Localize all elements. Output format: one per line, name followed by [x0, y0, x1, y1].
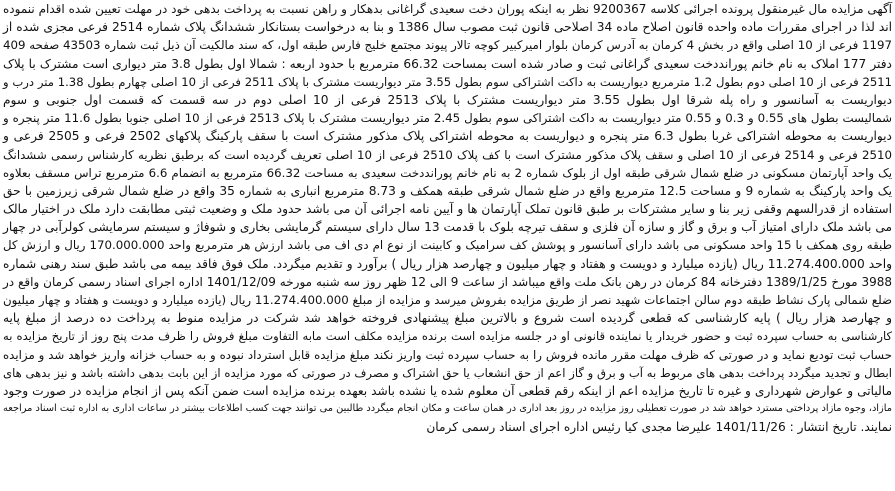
notice-line-20: حساب ثبت تودیع نماید و در صورتی که ظرف مهلت مقرر مانده فروش را به حساب سپرده ثبت واریز نکند مبلغ مزایده قابل استرداد نبوده و به حساب خزانه واریز خواهد شد و مزایده: [3, 347, 892, 362]
notice-line-23: مازاد، وجوه مازاد پرداختی مسترد خواهد شد در صورت تعطیلی روز مزایده در روز بعد اداری در همان ساعت و مکان انجام میگردد طالبین می توانند جهت کسب اطلاعات بیشتر در ساعات اداری به اداره ثبت اسناد مراجعه: [3, 403, 892, 415]
notice-line-7: شمالیست بطول های 0.55 و 0.3 و 0.55 متر دیواریست به داکت اشتراکی سوم بطول 2.45 متر دیواریست مشترک با پلاک 2513 فرعی از 10 اصلی جنوبا بطول 11.6 متر پنجره و: [3, 111, 893, 126]
notice-line-16: 3988 مورخ 1389/1/25 دفترخانه 84 کرمان در رهن بانک ملت واقع میباشد از ساعت 9 الی 12 ظهر روز سه شنبه مورخه 1401/12/09 اداره اجرای اسناد رسمی کرمان واقع در: [3, 274, 892, 289]
notice-line-13: می باشد ملک دارای امتیاز آب و برق و گاز و سازه آن فلزی و سقف تیرچه بلوک با قدمت 13 سال دارای سیستم گرمایشی بخاری و شوفاژ و سیستم سرمایشی کولرآبی در چهار: [3, 220, 893, 235]
notice-line-10: یک واحد آپارتمان مسکونی در ضلع شمال شرقی طبقه اول از بلوک شماره 2 به نام خانم پورانددخت سعیدی به مساحت 66.32 مترمربع به انضمام 6.6 مترمربع تراس مسقف بعلاوه: [3, 165, 892, 180]
notice-line-21: ابطال و تجدید میگردد پرداخت بدهی های مربوط به آب و برق و گاز اعم از حق انشعاب یا حق اشتراک و مصرف در صورتی که مورد مزایده از این بابت بدهی داشته باشد و نیز بدهی های: [3, 365, 892, 380]
notice-line-22: مالیاتی و عوارض شهرداری و غیره تا تاریخ مزایده اعم از اینکه رقم قطعی آن معلوم شده یا نشده باشد بعهده برنده مزایده است ضمن آنکه پس از انجام مزایده در صورت وجود: [3, 383, 892, 398]
publish-label: نمایند. تاریخ انتشار :: [789, 420, 892, 435]
notice-line-11: یک واحد پارکینگ به شماره 9 و مساحت 12.5 مترمربع واقع در ضلع شمال شرقی طبقه همکف و 8.73 مترمربع انباری به شماره 35 واقع در ضلع شمال شرقی زیرزمین با حق: [3, 183, 892, 198]
notice-line-2: اند لذا در اجرای مقررات ماده واحده قانون اصلاح ماده 34 اصلاحی قانون ثبت مصوب سال 1386 و بنا به درخواست بستانکار ششدانگ پلاک شماره 2514 فرعی مجزی شده از: [3, 20, 893, 35]
signature: علیرضا مجدی کیا رئیس اداره اجرای اسناد رسمی کرمان: [426, 420, 712, 435]
notice-line-17: ضلع شمالی پارک نشاط طبقه دوم سالن اجتماعات شهید نصر از طریق مزایده بفروش میرسد و مزایده از مبلغ 11.274.400.000 ریال (یازده میلیارد و دویست و هفتاد و چهار میلیون: [3, 293, 892, 307]
notice-line-12: استفاده از قدرالسهم وقفی زیر بنا و سایر مشترکات بر طبق قانون تملک آپارتمان ها و آیین نامه اجرائی آن می باشد حدود ملک و وضعیت ثبتی مطابقت دارد ملک در اختیار مالک: [3, 202, 892, 217]
notice-line-4: دفتر 177 املاک به نام خانم پورانددخت سعیدی گراغانی ثبت و صادر شده است بمساحت 66.32 مترمربع با حدود اربعه : شمالا اول بطول 3.8 متر دیواری است مشترک با پلاک: [3, 56, 892, 71]
notice-line-18: و چهارصد هزار ریال ) پایه کارشناسی که قطعی گردیده است شروع و بالاترین مبلغ پیشنهادی فروخته خواهد شد شرکت در مزایده منوط به پرداخت ده درصد از مبلغ پایه: [3, 311, 892, 326]
notice-line-9: 2510 فرعی و 2514 فرعی از 10 اصلی و سقف پلاک مذکور مشترک است با کف پلاک 2510 فرعی از 10 اصلی تعریف گردیده است که برطبق نظریه کارشناس رسمی ششدانگ: [3, 147, 892, 162]
notice-line-8: دیواریست به محوطه اشتراکی غربا بطول 6.3 متر پنجره و دیواریست به محوطه اشتراکی پلاک مذکور مشترک است با سقف پارکینگ پلاکهای 2502 فرعی و 2505 فرعی و: [3, 129, 892, 144]
publish-date: 1401/11/26: [715, 420, 786, 435]
notice-line-1: آگهی مزایده مال غیرمنقول پرونده اجرائی کلاسه 9200367 نظر به اینکه پوران دخت سعیدی گراغانی بدهکار و راهن نسبت به پرداخت بدهی خود در مهلت تعیین شده اقدام ننموده: [3, 2, 892, 16]
notice-line-14: طبقه روی همکف با 15 واحد مسکونی می باشد دارای آسانسور و پوشش کف سرامیک و کابینت از نوع ام دی اف می باشد ارزش هر مترمربع واحد 170.000.000 ریال و ارزش کل: [3, 238, 892, 253]
notice-line-5: 2511 فرعی از 10 اصلی دوم بطول 1.2 مترمربع دیواریست به داکت اشتراکی سوم بطول 3.55 متر دیواریست مشترک با پلاک 2511 فرعی از 10 اصلی چهارم بطول 1.38 متر درب و: [3, 74, 892, 89]
notice-line-19: کارشناسی به حساب سپرده ثبت و حضور خریدار یا نماینده قانونی او در جلسه مزایده است برنده مزایده مکلف است مابه التفاوت مبلغ فروش را ظرف مدت پنج روز از تاریخ مزایده به: [3, 329, 892, 344]
signature-line: [3, 418, 892, 436]
notice-line-15: واحد 11.274.400.000 ریال (یازده میلیارد و دویست و هفتاد و چهار میلیون و چهارصد هزار ریال ) برآورد و تقدیم میگردد. ملک فوق فاقد بیمه می باشد طبق سند رهنی شماره: [3, 256, 892, 271]
notice-line-6: دیواریست به آسانسور و راه پله شرقا اول بطول 3.55 متر دیواریست مشترک با پلاک 2513 فرعی از 10 اصلی دوم در سه قسمت که قسمت اول جنوبی و سوم: [3, 92, 892, 107]
notice-line-3: 1197 فرعی از 10 اصلی واقع در بخش 4 کرمان به آدرس کرمان بلوار امیرکبیر کوچه تالار پیوند مجتمع خلیج فارس طبقه اول، که سند مالکیت آن ذیل ثبت شماره 43503 صفحه 409: [3, 38, 892, 53]
